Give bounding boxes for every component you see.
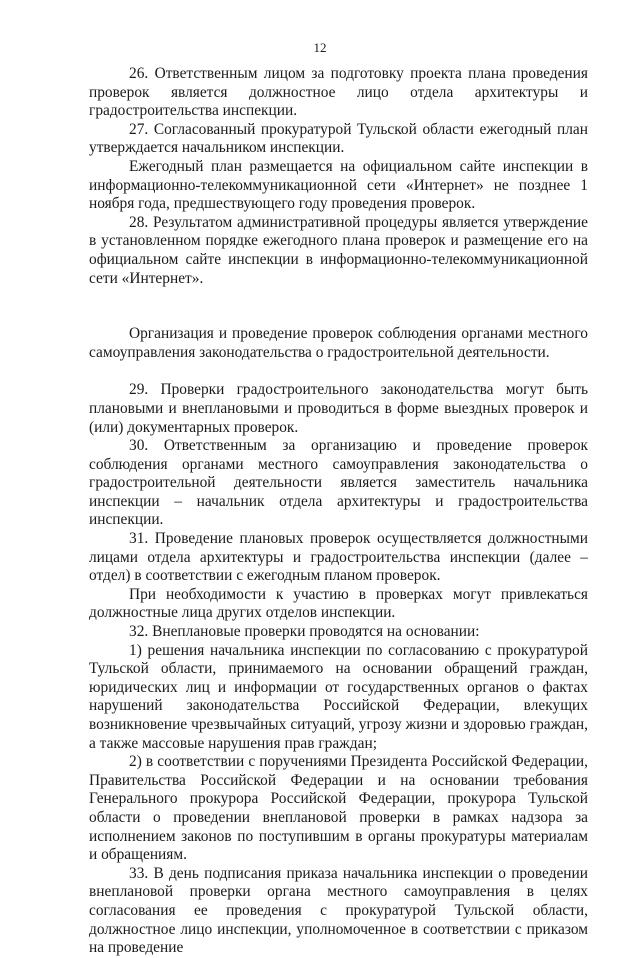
spacer [89, 362, 588, 381]
paragraph-32-item-1: 1) решения начальника инспекции по согласованию с прокуратурой Тульской области, принимаемого на основании обращений граждан, юридических лиц и информации от государственных органов о фактах нарушений законодательства Российской Федерации, влекущих возникновение чрезвычайных ситуаций, угрозу жизни и здоровью граждан, а также массовые нарушения прав граждан; [89, 641, 588, 752]
spacer [89, 288, 588, 307]
paragraph-26: 26. Ответственным лицом за подготовку проекта плана проведения проверок является должностное лицо отдела архитектуры и градостроительства инспекции. [89, 65, 588, 120]
paragraph-32-item-2: 2) в соответствии с поручениями Президента Российской Федерации, Правительства Российской Федерации и на основании требования Генерального прокурора Российской Федерации, прокурора Тульской области о проведении внеплановой проверки в рамках надзора за исполнением законов по поступившим в органы прокуратуры материалам и обращениям. [89, 753, 588, 864]
paragraph-27: 27. Согласованный прокуратурой Тульской области ежегодный план утверждается начальником инспекции. [89, 120, 588, 157]
section-heading: Организация и проведение проверок соблюдения органами местного самоуправления законодательства о градостроительной деятельности. [89, 325, 588, 361]
page-number: 12 [313, 40, 327, 55]
paragraph-33: 33. В день подписания приказа начальника инспекции о проведении внеплановой проверки органа местного самоуправления в целях согласования ее проведения с прокуратурой Тульской области, должностное лицо инспекции, уполномоченное в соответствии с приказом на проведение [89, 864, 588, 957]
paragraph-27-continued: Ежегодный план размещается на официальном сайте инспекции в информационно-телекоммуникационной сети «Интернет» не позднее 1 ноября года, предшествующего году проведения проверок. [89, 157, 588, 213]
paragraph-31-continued: При необходимости к участию в проверках могут привлекаться должностные лица других отделов инспекции. [89, 585, 588, 622]
paragraph-28: 28. Результатом административной процедуры является утверждение в установленном порядке ежегодного плана проверок и размещение его на официальном сайте инспекции в информационно-телекоммуникационной сети «Интернет». [89, 213, 588, 287]
paragraph-29: 29. Проверки градостроительного законодательства могут быть плановыми и внеплановыми и проводиться в форме выездных проверок и (или) документарных проверок. [89, 381, 588, 436]
paragraph-30: 30. Ответственным за организацию и проведение проверок соблюдения органами местного самоуправления законодательства о градостроительной деятельности является заместитель начальника инспекции – начальник отдела архитектуры и градостроительства инспекции. [89, 437, 588, 529]
paragraph-31: 31. Проведение плановых проверок осуществляется должностными лицами отдела архитектуры и градостроительства инспекции (далее – отдел) в соответствии с ежегодным планом проверок. [89, 530, 588, 585]
document-body [89, 65, 588, 958]
spacer [89, 307, 588, 325]
paragraph-32: 32. Внеплановые проверки проводятся на основании: [129, 623, 480, 641]
